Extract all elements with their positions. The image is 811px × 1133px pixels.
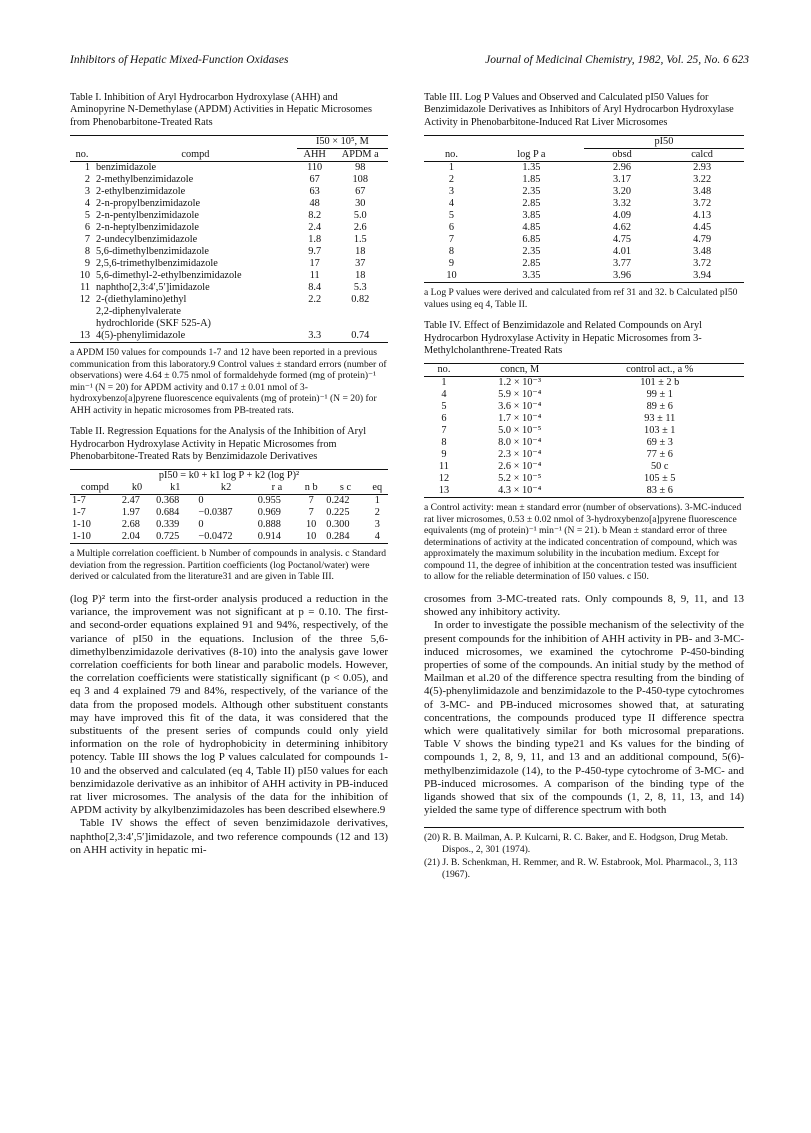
table-cell: 4 (448, 198, 455, 210)
table-row (424, 198, 744, 210)
table-cell: 2-methylbenzimidazole (96, 174, 194, 186)
table-cell: 2-undecylbenzimidazole (96, 234, 198, 246)
table-cell: 12 (79, 294, 90, 306)
table1-header: AHH (303, 149, 326, 161)
table-cell: 2,5,6-trimethylbenzimidazole (96, 258, 218, 270)
table-cell: 8.2 (308, 210, 322, 222)
table-row (70, 495, 388, 508)
table-cell: 0.888 (257, 519, 281, 531)
table-row (70, 531, 388, 544)
table-cell: naphtho[2,3:4′,5′]imidazole (96, 282, 210, 294)
table-cell: 2.85 (522, 258, 541, 270)
table-cell: 4.45 (693, 222, 712, 234)
table-cell: 2.04 (121, 531, 140, 543)
table-cell: 63 (309, 186, 320, 198)
table-cell: 6 (441, 413, 447, 425)
running-header-left: Inhibitors of Hepatic Mixed-Function Oxidases (70, 54, 289, 66)
table-cell: 2-n-propylbenzimidazole (96, 198, 201, 210)
table-cell: 13 (438, 485, 450, 497)
table-cell: 2-ethylbenzimidazole (96, 186, 186, 198)
table-header: obsd (612, 149, 632, 161)
table-cell: 1 (448, 162, 455, 174)
table-row (70, 198, 388, 210)
table-cell: 9 (448, 258, 455, 270)
table-cell: 77 ± 6 (646, 449, 673, 461)
table-cell: 0.955 (257, 495, 281, 507)
table-cell: 5.3 (353, 282, 367, 294)
table-cell: 3 (374, 519, 380, 531)
table-row (70, 306, 388, 318)
table-row (70, 186, 388, 198)
table-cell: 4.85 (522, 222, 541, 234)
table-cell: 1 (374, 495, 380, 507)
table-cell: 3.22 (693, 174, 712, 186)
table-cell: 4.01 (613, 246, 632, 258)
table-row (424, 461, 744, 473)
table-cell: 4 (441, 389, 447, 401)
table-cell: 2.3 × 10⁻⁴ (498, 449, 542, 461)
table-cell: 2 (374, 507, 380, 519)
table-cell: 3.77 (613, 258, 632, 270)
table1 (70, 135, 388, 343)
table-row (424, 485, 744, 498)
table-cell: 1-10 (72, 531, 91, 543)
table-cell: 3.17 (613, 174, 632, 186)
table-cell: 1.7 × 10⁻⁴ (498, 413, 542, 425)
table-cell: 17 (309, 258, 320, 270)
table-cell: 7 (308, 507, 314, 519)
table-row (424, 437, 744, 449)
table-row (70, 246, 388, 258)
table-row (424, 389, 744, 401)
table-row (70, 330, 388, 343)
table-cell: 3.6 × 10⁻⁴ (498, 401, 542, 413)
table-cell: 4.13 (693, 210, 712, 222)
table4 (424, 363, 744, 498)
left-column (70, 92, 388, 857)
table-cell: 2,2-diphenylvalerate (96, 306, 181, 318)
table-cell: 11 (439, 461, 449, 473)
table-cell: 0.684 (156, 507, 180, 519)
table-cell: 0 (198, 519, 204, 531)
table-cell: 50 c (651, 461, 669, 473)
table-cell: −0.0387 (198, 507, 233, 519)
table-row (70, 234, 388, 246)
table-row (424, 246, 744, 258)
table-cell: 3.72 (693, 258, 712, 270)
table-cell: 2.47 (121, 495, 140, 507)
table-cell: 4.62 (613, 222, 632, 234)
table-row (70, 210, 388, 222)
table-header: s c (339, 482, 352, 494)
table-cell: 0.300 (326, 519, 350, 531)
table3-caption: Table III. Log P Values and Observed and Calculated pI50 Values for Benzimidazole Derivatives as Inhibitors of Aryl Hydrocarbon Hydroxylase Activity in Phenobarbitone-Induced Rat Liver Microsomes (424, 92, 734, 128)
table-cell: 30 (355, 198, 366, 210)
table-cell: 10 (306, 531, 317, 543)
table-header: eq (372, 482, 383, 494)
table-cell: hydrochloride (SKF 525-A) (96, 318, 211, 330)
table-cell (70, 306, 94, 318)
table-cell: 1.8 (308, 234, 322, 246)
table-row (424, 162, 744, 175)
table-cell: 2-n-pentylbenzimidazole (96, 210, 199, 222)
table-cell: 3.72 (693, 198, 712, 210)
table-cell: 89 ± 6 (646, 401, 673, 413)
table-cell (333, 306, 388, 318)
table-cell: 5 (441, 401, 447, 413)
table-cell: 1-10 (72, 519, 91, 531)
table-cell: 0.368 (156, 495, 180, 507)
table1-group-header: I50 × 10⁵, M (297, 136, 388, 149)
table-row (70, 174, 388, 186)
table-cell: 10 (446, 270, 457, 282)
paragraph: (log P)² term into the first-order analysis produced a reduction in the variance, the improvement was not significant at p = 0.10. The first- and second-order equations explained 91 and 94%, respectively, of the variance of pI50 in the equations. Inclusion of the three 5,6-dimethylbenzimidazole derivatives (8-10) into the analysis gave lower correlation coefficients for both linear and parabolic models. However, the correlation coefficients were statistically significant (p < 0.05), and eq 3 and 4 explained 79 and 84%, respectively, of the variance of the data from the proposed models. Although other substituent constants may have improved this fit of the data, it was considered that the substituents of the present series of compunds could only yield information on the role of hydrophobicity in determining inhibitory potency. Table III shows the log P values calculated for compounds 1-10 and the observed and calculated (eq 4, Table II) pI50 values for each benzimidazole derivative as an inhibitor of AHH activity in PB-induced rat liver microsomes. The analysis of the data for the inhibition of APDM activity by alkylbenzimidazoles has been described elsewhere.9 (70, 592, 388, 817)
table-cell: 1 (441, 377, 447, 389)
table-cell: 6.85 (522, 234, 541, 246)
table-cell: 8.4 (308, 282, 322, 294)
table-cell: 2-(diethylamino)ethyl (96, 294, 187, 306)
table-cell: 3.96 (613, 270, 632, 282)
table-cell: 5.2 × 10⁻⁵ (498, 473, 542, 485)
table-cell: 2.96 (613, 162, 632, 174)
table-cell: 8 (448, 246, 455, 258)
table-cell: 2.4 (308, 222, 322, 234)
table-header: log P a (517, 148, 546, 160)
table-cell: 67 (309, 174, 320, 186)
table-cell: 18 (355, 246, 366, 258)
table-cell: 105 ± 5 (644, 473, 676, 485)
table-cell: 6 (448, 222, 455, 234)
table-row (424, 186, 744, 198)
references (424, 827, 744, 880)
table-cell: 2.93 (693, 162, 712, 174)
table-cell (297, 306, 333, 318)
table-cell: 4 (374, 531, 380, 543)
table-cell: 5,6-dimethyl-2-ethylbenzimidazole (96, 270, 242, 282)
paragraph: In order to investigate the possible mechanism of the selectivity of the present compounds for the inhibition of AHH activity in PB- and 3-MC-induced microsomes, we examined the cytochrome P-450-binding properties of some of the compounds. An initial study by the method of Mailman et al.20 of the difference spectra resulting from the binding of 4(5)-phenylimidazole and benzimidazole to the P-450-type cytochromes of 3-MC- and PB-induced microsomes showed that, at saturating concentrations, the compounds produced type II difference spectra which were qualitatively similar for both microsomal preparations. Table V shows the binding type21 and Ks values for the binding of compounds 1, 2, 8, 9, 11, and 13 and an additional compound, 5(6)-methylbenzimidazole (14), to the P-450-type cytochrome of 3-MC- and PB-induced microsomes. A comparison of the binding type of the ligands showed that six of the compounds (1, 2, 8, 11, 13, and 14) yielded the same type of difference spectrum with both (424, 619, 744, 817)
table-cell: 5.0 (353, 210, 367, 222)
table-cell: 0.74 (351, 330, 370, 342)
table-cell: 2.6 × 10⁻⁴ (498, 461, 542, 473)
table-cell: 69 ± 3 (646, 437, 673, 449)
table-cell: 11 (80, 282, 90, 294)
table-cell: 0.914 (257, 531, 281, 543)
table2-equation: pI50 = k0 + k1 log P + k2 (log P)² (158, 470, 300, 482)
table-cell: 10 (306, 519, 317, 531)
table-cell: 4(5)-phenylimidazole (96, 330, 186, 342)
table-row (424, 425, 744, 437)
left-body-text (70, 593, 388, 857)
table-cell: 4.79 (693, 234, 712, 246)
table-cell: 99 ± 1 (646, 389, 673, 401)
table-row (70, 519, 388, 531)
table-row (424, 258, 744, 270)
table-cell: 2 (84, 174, 90, 186)
table-cell: 3.20 (613, 186, 632, 198)
table-cell: 2.2 (308, 294, 322, 306)
table-cell: 110 (307, 162, 323, 174)
table-header: calcd (691, 149, 713, 161)
table1-footnote: a APDM I50 values for compounds 1-7 and 12 have been reported in a previous communication from this laboratory.9 Control values ± standard errors (number of observations) were 4.64 ± 0.75 nmol of formaldehyde formed (mg of protein)⁻¹ min⁻¹ (N = 20) for APDM activity and 0.17 ± 0.01 nmol of 3-hydroxybenzo[a]pyrene fluorescence equivalents (mg of protein)⁻¹ (N = 20) for AHH activity in hepatic microsomes from PB-treated rats. (70, 347, 387, 416)
table-cell: 7 (448, 234, 455, 246)
table-cell: 2.35 (522, 186, 541, 198)
table-cell: 0 (198, 495, 204, 507)
table-cell: 108 (352, 174, 368, 186)
table-cell: 3.35 (522, 270, 541, 282)
table-cell: 3.48 (693, 246, 712, 258)
table-row (70, 507, 388, 519)
table-cell: 2.35 (522, 246, 541, 258)
table-row (424, 234, 744, 246)
table-header: k1 (170, 482, 181, 494)
table-cell: 2.85 (522, 198, 541, 210)
table-cell: 48 (309, 198, 320, 210)
table2-caption: Table II. Regression Equations for the Analysis of the Inhibition of Aryl Hydrocarbon Hydroxylase Activity in Hepatic Microsomes from Phenobarbitone-Treated Rats by Benzimidazole Derivatives (70, 426, 367, 463)
table-cell: 1.97 (121, 507, 140, 519)
table-cell: 0.339 (156, 519, 180, 531)
table-cell: 6 (84, 222, 90, 234)
table-cell: 5 (84, 210, 90, 222)
right-column (424, 92, 744, 882)
table-header: no. (445, 148, 458, 160)
table-cell: 1-7 (72, 495, 86, 507)
table-cell: 9 (441, 449, 447, 461)
table-header: n b (304, 482, 318, 494)
table-cell: 12 (438, 473, 450, 485)
table-cell: 5.9 × 10⁻⁴ (498, 389, 542, 401)
table-row (70, 270, 388, 282)
table-cell: 3 (84, 186, 90, 198)
table-cell: 13 (79, 330, 90, 342)
table-header: k2 (220, 482, 232, 494)
table-cell: 4.09 (613, 210, 632, 222)
table-cell: 1-7 (72, 507, 86, 519)
table2 (70, 469, 388, 544)
paragraph: crosomes from 3-MC-treated rats. Only compounds 8, 9, 11, and 13 showed any inhibitory activity. (424, 592, 744, 619)
table-cell: 0.725 (156, 531, 180, 543)
table-cell: 4.75 (613, 234, 632, 246)
table-cell: 3.94 (693, 270, 712, 282)
table-cell: 8.0 × 10⁻⁴ (498, 437, 542, 449)
table-row (70, 282, 388, 294)
table-header: r a (271, 482, 283, 494)
table-header: concn, M (500, 364, 540, 376)
table-cell: 2.6 (353, 222, 367, 234)
table-header: no. (437, 364, 451, 376)
table-cell: 1.85 (522, 174, 541, 186)
table-cell (333, 318, 388, 330)
table-row (424, 449, 744, 461)
table-cell: 83 ± 6 (646, 485, 673, 497)
table-cell: 1.5 (353, 234, 367, 246)
table-cell: 9 (84, 258, 90, 270)
table-cell: 2-n-heptylbenzimidazole (96, 222, 199, 234)
table-header: k0 (131, 482, 143, 494)
table-cell: 1.2 × 10⁻³ (498, 377, 542, 389)
table4-caption: Table IV. Effect of Benzimidazole and Related Compounds on Aryl Hydrocarbon Hydroxylase Activity in Hepatic Microsomes from 3-Methylcholanthrene-Treated Rats (424, 320, 702, 357)
table-cell: 0.969 (257, 507, 281, 519)
table-header: control act., a % (626, 364, 694, 376)
table-cell: 0.242 (326, 495, 350, 507)
table-cell: 4.3 × 10⁻⁴ (498, 485, 542, 497)
table-cell: 1.35 (522, 162, 541, 174)
table-cell: 0.225 (326, 507, 350, 519)
table-row (424, 270, 744, 283)
table-cell: 3.3 (308, 330, 322, 342)
table-cell: 10 (79, 270, 90, 282)
table-cell: 9.7 (308, 246, 322, 258)
table-cell: 103 ± 1 (644, 425, 676, 437)
table-cell: 93 ± 11 (644, 413, 676, 425)
table-header: compd (80, 482, 109, 494)
paragraph: Table IV shows the effect of seven benzimidazole derivatives, naphtho[2,3:4′,5′]imidazole, and two reference compounds (12 and 13) on AHH activity in hepatic mi- (70, 817, 388, 856)
table-cell: 3.85 (522, 210, 541, 222)
table-cell: 11 (309, 270, 320, 282)
table-row (424, 473, 744, 485)
table-cell: benzimidazole (96, 162, 157, 174)
right-body-text (424, 593, 744, 817)
table-row (424, 401, 744, 413)
table-cell: 101 ± 2 b (640, 377, 680, 389)
table4-footnote: a Control activity: mean ± standard error (number of observations). 3-MC-induced rat liver microsomes, 0.53 ± 0.02 nmol of 3-hydroxybenzo[a]pyrene fluorescence equivalents (mg of protein)⁻¹ min⁻¹ (N = 21). b Mean ± standard error of three determinations of activity at the indicated concentration of compound, which was approximately the maximum solubility in the incubation medium. Except for compound 11, the degree of inhibition at the concentration tested was insufficient to allow for the reliable determination of I50 values. c I50. (424, 502, 742, 583)
table-row (424, 222, 744, 234)
table-row (70, 222, 388, 234)
table-cell: 3.48 (693, 186, 712, 198)
table1-caption: Table I. Inhibition of Aryl Hydrocarbon Hydroxylase (AHH) and Aminopyrine N-Demethylase (APDM) Activities in Hepatic Microsomes from Phenobarbitone-Treated Rats (70, 92, 372, 128)
reference-item: (20) R. B. Mailman, A. P. Kulcarni, R. C. Baker, and E. Hodgson, Drug Metab. Dispos., 2, 301 (1974). (424, 832, 728, 855)
table1-header: compd (181, 148, 210, 160)
table-row (424, 377, 744, 390)
table-cell: 5.0 × 10⁻⁵ (498, 425, 542, 437)
table-cell: 4 (84, 198, 90, 210)
table-cell: 0.284 (326, 531, 350, 543)
table3 (424, 135, 744, 283)
table-row (424, 174, 744, 186)
table-cell: 7 (84, 234, 90, 246)
table-cell: 8 (84, 246, 90, 258)
reference-item: (21) J. B. Schenkman, H. Remmer, and R. W. Estabrook, Mol. Pharmacol., 3, 113 (1967). (424, 857, 738, 880)
table-row (70, 294, 388, 306)
table-cell: 37 (355, 258, 366, 270)
table-cell (70, 318, 94, 330)
table2-footnote: a Multiple correlation coefficient. b Number of compounds in analysis. c Standard deviation from the regression. Partition coefficients (log Poctanol/water) were derived or calculated from the literature31 and are given in Table III. (70, 548, 387, 583)
table-cell: 5,6-dimethylbenzimidazole (96, 246, 209, 258)
table-cell: 2.68 (121, 519, 140, 531)
table-cell: 5 (448, 210, 455, 222)
table-cell: 8 (441, 437, 447, 449)
table3-footnote: a Log P values were derived and calculated from ref 31 and 32. b Calculated pI50 values using eq 4, Table II. (424, 287, 738, 310)
table-row (70, 258, 388, 270)
table-cell: 3.32 (613, 198, 632, 210)
table-row (70, 318, 388, 330)
table-cell: 7 (441, 425, 447, 437)
table1-header: no. (75, 148, 89, 160)
running-header-right: Journal of Medicinal Chemistry, 1982, Vol. 25, No. 6 623 (485, 54, 749, 66)
table-cell: 0.82 (351, 294, 370, 306)
table-row (424, 210, 744, 222)
table-cell: −0.0472 (198, 531, 233, 543)
table-cell (297, 318, 333, 330)
table-cell: 3 (448, 186, 455, 198)
table1-header: APDM a (341, 149, 379, 161)
table-row (70, 162, 388, 175)
table-row (424, 413, 744, 425)
table-cell: 1 (84, 162, 90, 174)
table3-group-header: pI50 (584, 136, 744, 149)
table-cell: 2 (448, 174, 455, 186)
table-cell: 18 (355, 270, 366, 282)
table-cell: 67 (355, 186, 366, 198)
table-cell: 98 (355, 162, 366, 174)
table-cell: 7 (308, 495, 314, 507)
